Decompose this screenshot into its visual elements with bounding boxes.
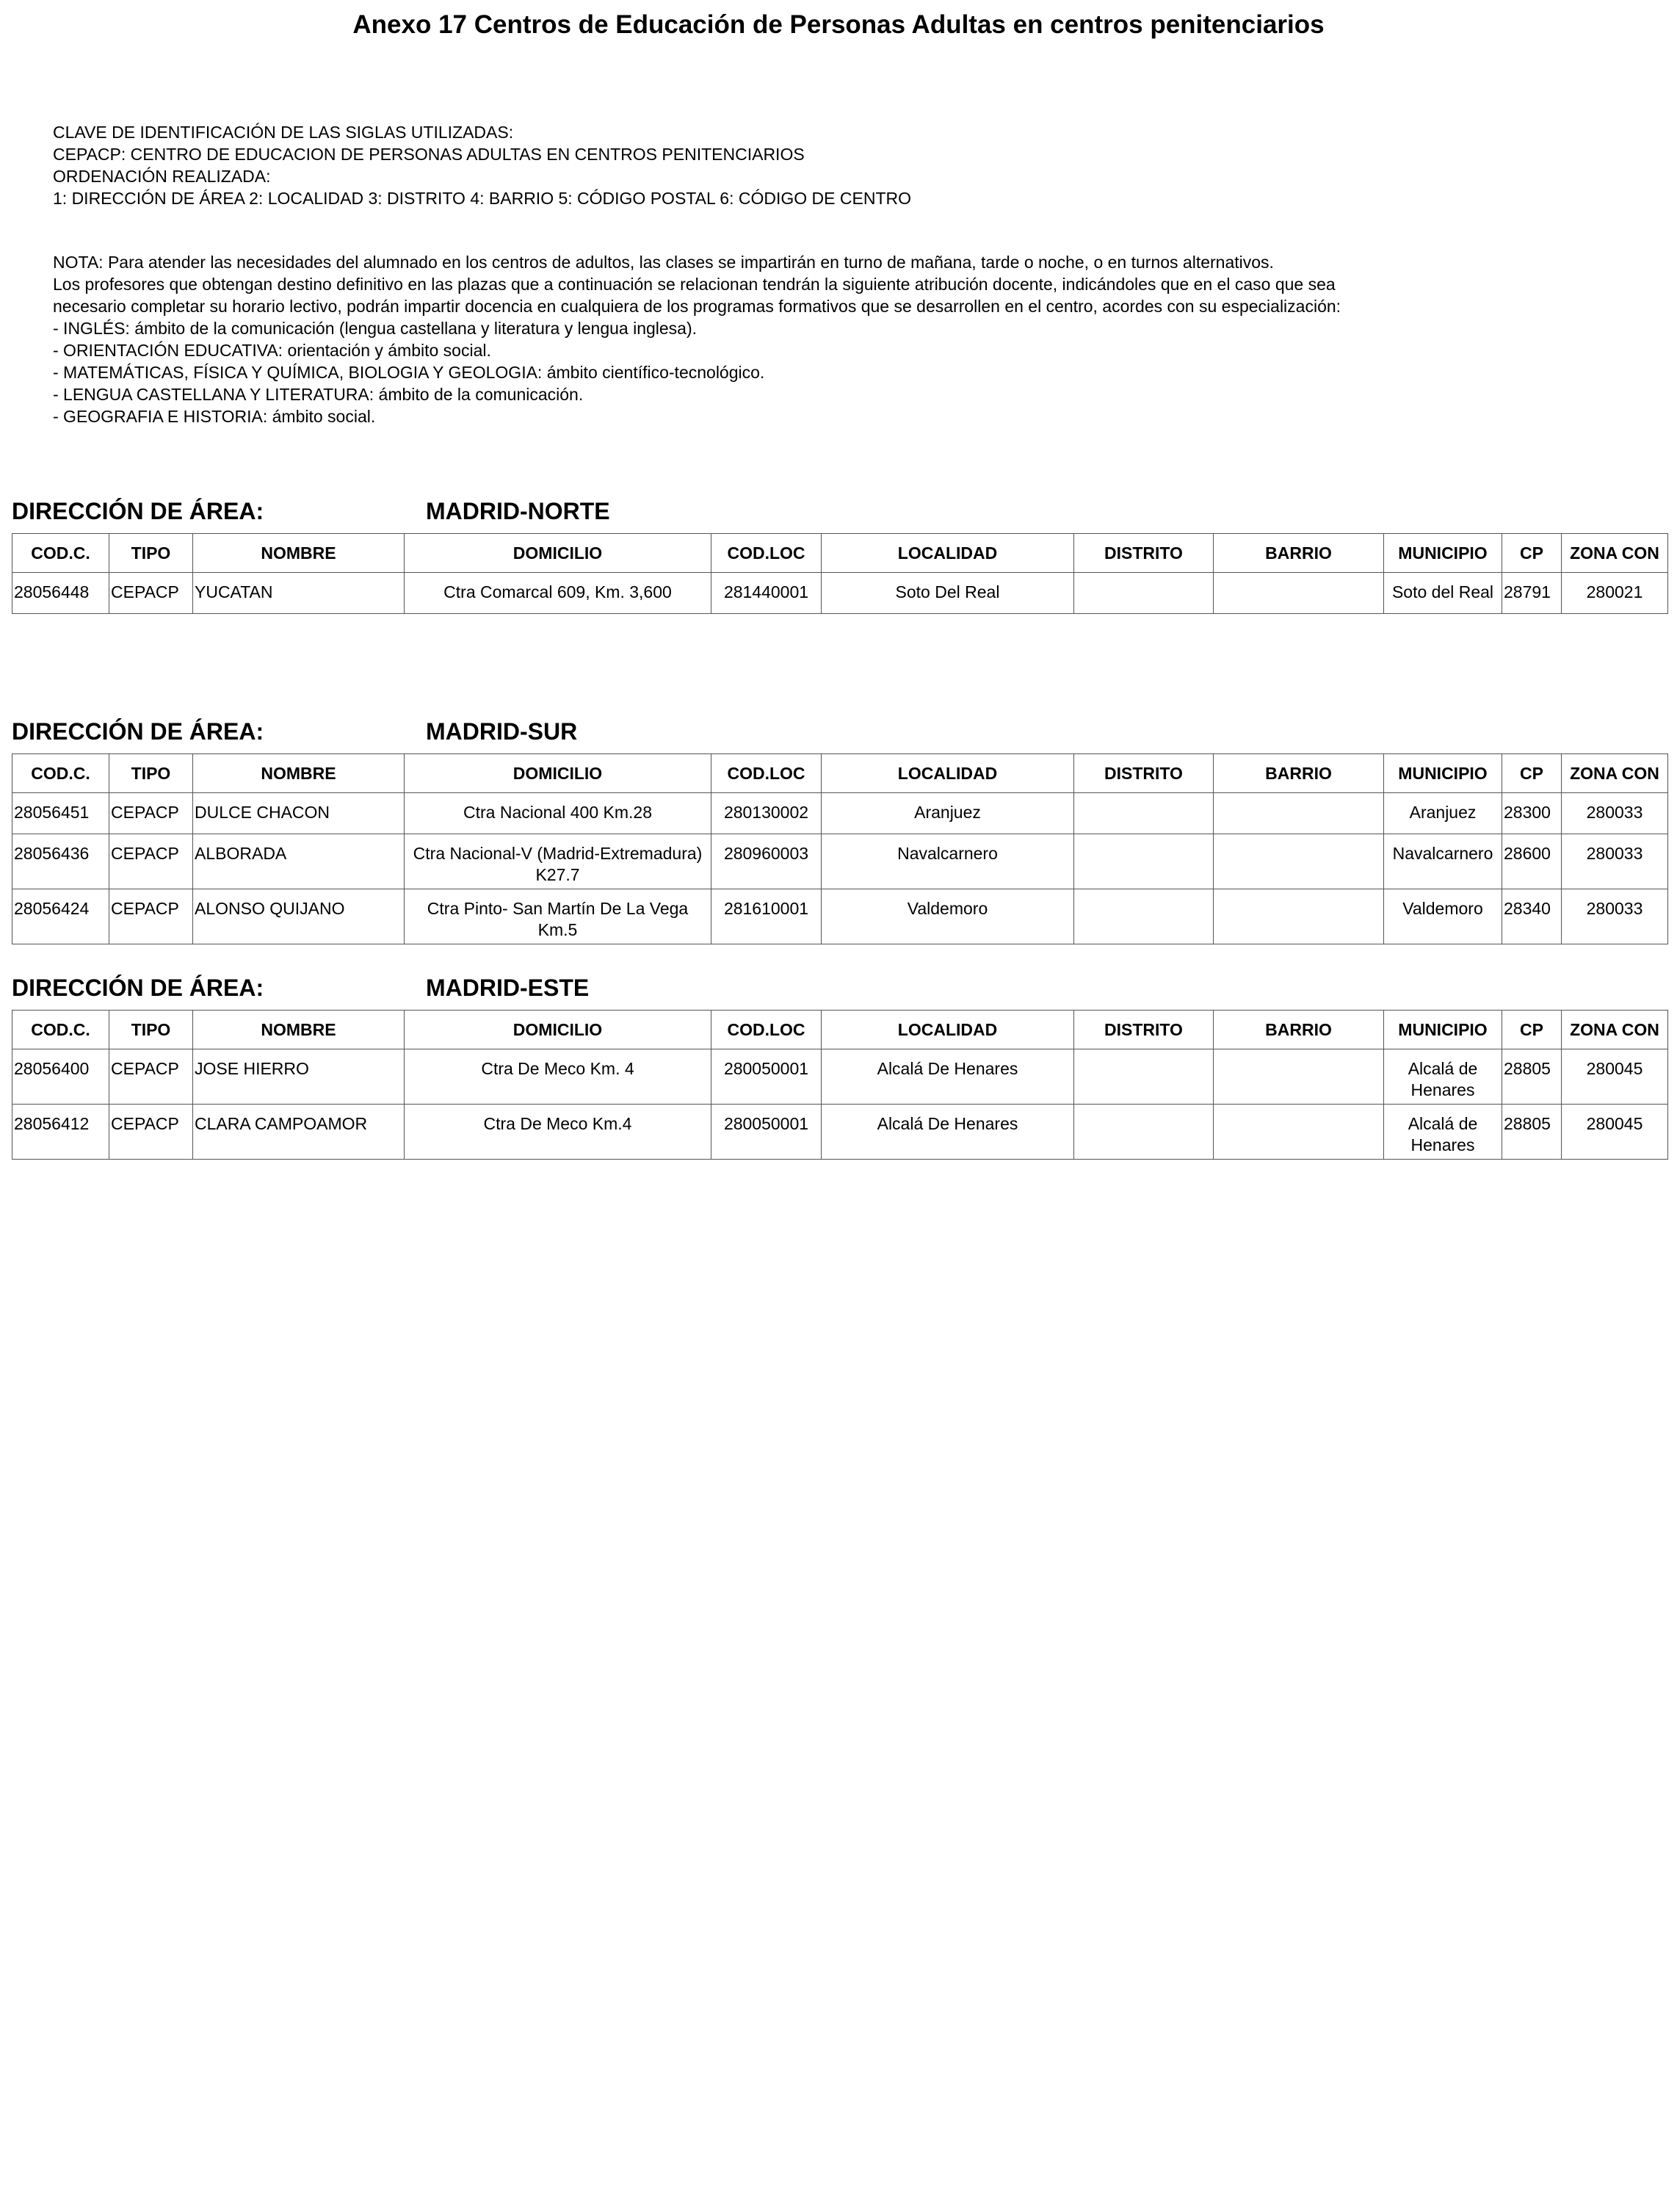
note-line: - ORIENTACIÓN EDUCATIVA: orientación y ámbito social. — [53, 341, 491, 360]
cell-zona: 280033 — [1562, 834, 1668, 889]
cell-codloc: 280050001 — [711, 1105, 822, 1160]
area-section-madrid-sur — [12, 718, 1667, 944]
cell-cod: 28056424 — [12, 889, 109, 944]
cell-nombre: CLARA CAMPOAMOR — [193, 1105, 405, 1160]
cell-municipio: Aranjuez — [1384, 793, 1502, 834]
column-header: COD.LOC — [711, 754, 822, 793]
cell-barrio — [1214, 573, 1384, 614]
cell-distrito — [1074, 1049, 1214, 1105]
column-header: BARRIO — [1214, 754, 1384, 793]
column-header: TIPO — [109, 754, 193, 793]
cell-municipio: Valdemoro — [1384, 889, 1502, 944]
cell-domicilio: Ctra De Meco Km.4 — [405, 1105, 711, 1160]
area-label: DIRECCIÓN DE ÁREA: — [12, 718, 264, 745]
cell-distrito — [1074, 573, 1214, 614]
cell-cod: 28056436 — [12, 834, 109, 889]
column-header: DISTRITO — [1074, 1011, 1214, 1049]
column-header: DOMICILIO — [405, 754, 711, 793]
cell-nombre: JOSE HIERRO — [193, 1049, 405, 1105]
cell-domicilio: Ctra Comarcal 609, Km. 3,600 — [405, 573, 711, 614]
note-line: NOTA: Para atender las necesidades del alumnado en los centros de adultos, las clases se impartirán en turno de mañana, tarde o noche, o en turnos alternativos. — [53, 253, 1274, 272]
column-header: CP — [1502, 754, 1562, 793]
cell-codloc: 281610001 — [711, 889, 822, 944]
column-header: DISTRITO — [1074, 534, 1214, 573]
cell-codloc: 280130002 — [711, 793, 822, 834]
column-header: CP — [1502, 1011, 1562, 1049]
cell-tipo: CEPACP — [109, 1105, 193, 1160]
cell-localidad: Alcalá De Henares — [822, 1049, 1074, 1105]
note-line: Los profesores que obtengan destino definitivo en las plazas que a continuación se relacionan tendrán la siguiente atribución docente, indicándoles que en el caso que sea — [53, 275, 1336, 294]
cell-tipo: CEPACP — [109, 834, 193, 889]
column-header: DOMICILIO — [405, 1011, 711, 1049]
cell-nombre: YUCATAN — [193, 573, 405, 614]
cell-nombre: ALBORADA — [193, 834, 405, 889]
legend-line: 1: DIRECCIÓN DE ÁREA 2: LOCALIDAD 3: DISTRITO 4: BARRIO 5: CÓDIGO POSTAL 6: CÓDIGO DE CENTRO — [53, 189, 911, 208]
column-header: LOCALIDAD — [822, 754, 1074, 793]
cell-domicilio: Ctra Nacional 400 Km.28 — [405, 793, 711, 834]
cell-localidad: Navalcarnero — [822, 834, 1074, 889]
column-header: ZONA CON — [1562, 1011, 1668, 1049]
column-header: ZONA CON — [1562, 754, 1668, 793]
cell-barrio — [1214, 889, 1384, 944]
area-name: MADRID-ESTE — [426, 975, 590, 1001]
cell-barrio — [1214, 1105, 1384, 1160]
cell-cod: 28056400 — [12, 1049, 109, 1105]
cell-cp: 28805 — [1502, 1049, 1562, 1105]
table-row — [12, 1049, 1668, 1105]
table-row — [12, 834, 1668, 889]
cell-codloc: 281440001 — [711, 573, 822, 614]
cell-zona: 280021 — [1562, 573, 1668, 614]
column-header: COD.C. — [12, 534, 109, 573]
column-header: TIPO — [109, 534, 193, 573]
area-heading — [12, 718, 1667, 753]
table-header-row — [12, 1011, 1668, 1049]
legend-line: CLAVE DE IDENTIFICACIÓN DE LAS SIGLAS UTILIZADAS: — [53, 123, 514, 142]
cell-cp: 28805 — [1502, 1105, 1562, 1160]
area-section-madrid-norte — [12, 498, 1667, 614]
column-header: COD.C. — [12, 754, 109, 793]
cell-domicilio: Ctra Pinto- San Martín De La Vega Km.5 — [405, 889, 711, 944]
column-header: NOMBRE — [193, 1011, 405, 1049]
cell-municipio: Navalcarnero — [1384, 834, 1502, 889]
cell-cp: 28340 — [1502, 889, 1562, 944]
page-title: Anexo 17 Centros de Educación de Personas Adultas en centros penitenciarios — [352, 10, 1325, 39]
centers-table — [12, 533, 1668, 614]
note-line: - MATEMÁTICAS, FÍSICA Y QUÍMICA, BIOLOGIA Y GEOLOGIA: ámbito científico-tecnológico. — [53, 363, 765, 382]
note-line: - LENGUA CASTELLANA Y LITERATURA: ámbito de la comunicación. — [53, 385, 584, 404]
cell-barrio — [1214, 1049, 1384, 1105]
cell-tipo: CEPACP — [109, 793, 193, 834]
centers-table — [12, 1010, 1668, 1160]
table-row — [12, 573, 1668, 614]
cell-cp: 28600 — [1502, 834, 1562, 889]
column-header: DISTRITO — [1074, 754, 1214, 793]
area-label: DIRECCIÓN DE ÁREA: — [12, 975, 264, 1001]
table-row — [12, 793, 1668, 834]
cell-tipo: CEPACP — [109, 1049, 193, 1105]
legend-line: CEPACP: CENTRO DE EDUCACION DE PERSONAS ADULTAS EN CENTROS PENITENCIARIOS — [53, 145, 805, 164]
cell-cp: 28300 — [1502, 793, 1562, 834]
column-header: MUNICIPIO — [1384, 534, 1502, 573]
column-header: BARRIO — [1214, 534, 1384, 573]
cell-municipio: Alcalá de Henares — [1384, 1049, 1502, 1105]
cell-distrito — [1074, 793, 1214, 834]
cell-codloc: 280050001 — [711, 1049, 822, 1105]
column-header: DOMICILIO — [405, 534, 711, 573]
cell-codloc: 280960003 — [711, 834, 822, 889]
area-label: DIRECCIÓN DE ÁREA: — [12, 498, 264, 524]
note-line: - GEOGRAFIA E HISTORIA: ámbito social. — [53, 407, 376, 426]
area-heading — [12, 498, 1667, 533]
note-line: - INGLÉS: ámbito de la comunicación (lengua castellana y literatura y lengua inglesa). — [53, 319, 698, 338]
column-header: NOMBRE — [193, 754, 405, 793]
area-name: MADRID-SUR — [426, 718, 578, 745]
note-block — [53, 251, 1341, 427]
column-header: MUNICIPIO — [1384, 754, 1502, 793]
cell-tipo: CEPACP — [109, 573, 193, 614]
cell-zona: 280045 — [1562, 1049, 1668, 1105]
cell-municipio: Alcalá de Henares — [1384, 1105, 1502, 1160]
table-row — [12, 889, 1668, 944]
cell-zona: 280045 — [1562, 1105, 1668, 1160]
column-header: TIPO — [109, 1011, 193, 1049]
area-section-madrid-este — [12, 975, 1667, 1160]
cell-nombre: ALONSO QUIJANO — [193, 889, 405, 944]
cell-zona: 280033 — [1562, 793, 1668, 834]
cell-cod: 28056448 — [12, 573, 109, 614]
column-header: NOMBRE — [193, 534, 405, 573]
cell-domicilio: Ctra De Meco Km. 4 — [405, 1049, 711, 1105]
legend-line: ORDENACIÓN REALIZADA: — [53, 167, 271, 186]
cell-cod: 28056412 — [12, 1105, 109, 1160]
column-header: ZONA CON — [1562, 534, 1668, 573]
cell-distrito — [1074, 889, 1214, 944]
cell-nombre: DULCE CHACON — [193, 793, 405, 834]
cell-domicilio: Ctra Nacional-V (Madrid-Extremadura) K27.7 — [405, 834, 711, 889]
column-header: BARRIO — [1214, 1011, 1384, 1049]
cell-zona: 280033 — [1562, 889, 1668, 944]
cell-cp: 28791 — [1502, 573, 1562, 614]
cell-barrio — [1214, 834, 1384, 889]
cell-localidad: Soto Del Real — [822, 573, 1074, 614]
note-line: necesario completar su horario lectivo, podrán impartir docencia en cualquiera de los programas formativos que se desarrollen en el centro, acordes con su especialización: — [53, 297, 1341, 316]
cell-distrito — [1074, 1105, 1214, 1160]
cell-localidad: Alcalá De Henares — [822, 1105, 1074, 1160]
cell-barrio — [1214, 793, 1384, 834]
cell-localidad: Valdemoro — [822, 889, 1074, 944]
centers-table — [12, 753, 1668, 944]
abbreviation-legend — [53, 121, 911, 209]
area-name: MADRID-NORTE — [426, 498, 610, 524]
table-row — [12, 1105, 1668, 1160]
cell-distrito — [1074, 834, 1214, 889]
column-header: LOCALIDAD — [822, 1011, 1074, 1049]
column-header: COD.LOC — [711, 1011, 822, 1049]
cell-cod: 28056451 — [12, 793, 109, 834]
column-header: LOCALIDAD — [822, 534, 1074, 573]
cell-localidad: Aranjuez — [822, 793, 1074, 834]
cell-tipo: CEPACP — [109, 889, 193, 944]
column-header: MUNICIPIO — [1384, 1011, 1502, 1049]
area-heading — [12, 975, 1667, 1010]
cell-municipio: Soto del Real — [1384, 573, 1502, 614]
table-header-row — [12, 534, 1668, 573]
column-header: COD.LOC — [711, 534, 822, 573]
column-header: CP — [1502, 534, 1562, 573]
table-header-row — [12, 754, 1668, 793]
column-header: COD.C. — [12, 1011, 109, 1049]
